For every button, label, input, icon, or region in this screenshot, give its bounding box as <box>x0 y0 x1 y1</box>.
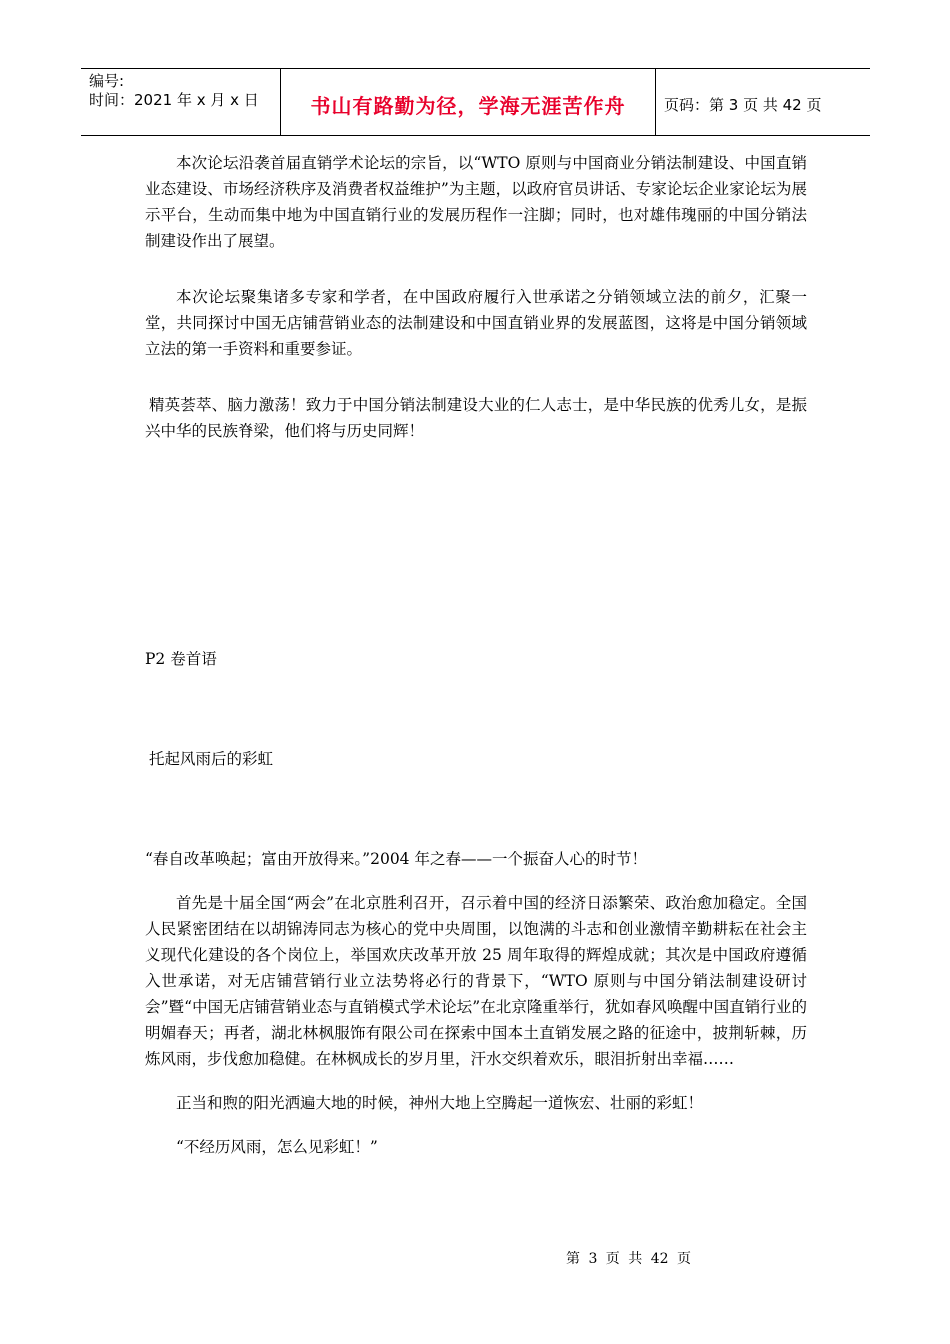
paragraph-rainbow: 正当和煦的阳光洒遍大地的时候，神州大地上空腾起一道恢宏、壮丽的彩虹！ <box>176 1094 704 1112</box>
section-label: P2 卷首语 <box>145 650 217 668</box>
header-motto: 书山有路勤为径，学海无涯苦作舟 <box>310 93 626 118</box>
page-header <box>81 68 870 136</box>
paragraph-forum-theme: 本次论坛沿袭首届直销学术论坛的宗旨，以“WTO 原则与中国商业分销法制建设、中国直销业态建设、市场经济秩序及消费者权益维护”为主题，以政府官员讲话、专家论坛企业家论坛为展示平台，生动而集中地为中国直销行业的发展历程作一注脚；同时，也对雄伟瑰丽的中国分销法制建设作出了展望。 <box>145 154 807 250</box>
header-page-info: 页码：第 3 页 共 42 页 <box>664 95 822 114</box>
header-page-cell <box>656 69 870 135</box>
paragraph-spring-opening: “春自改革唤起；富由开放得来。”2004 年之春——一个振奋人心的时节！ <box>145 850 647 868</box>
paragraph-main-narrative: 首先是十届全国“两会”在北京胜利召开，召示着中国的经济日添繁荣、政治愈加稳定。全国人民紧密团结在以胡锦涛同志为核心的党中央周围，以饱满的斗志和创业激情辛勤耕耘在社会主义现代化建设的各个岗位上，举国欢庆改革开放 25 周年取得的辉煌成就；其次是中国政府遵循入世承诺，对无店铺营销行业立法势将必行的背景下，“WTO 原则与中国分销法制建设研讨会”暨“中国无店铺营销业态与直销模式学术论坛”在北京隆重举行，犹如春风唤醒中国直销行业的明媚春天；再者，湖北林枫服饰有限公司在探索中国本土直销发展之路的征途中，披荆斩棘，历炼风雨，步伐愈加稳健。在林枫成长的岁月里，汗水交织着欢乐，眼泪折射出幸福…… <box>145 894 807 1068</box>
article-title: 托起风雨后的彩虹 <box>149 750 274 768</box>
page-footer: 第 3 页 共 42 页 <box>566 1251 691 1267</box>
document-number-label: 编号: <box>89 72 125 90</box>
header-meta-cell <box>81 69 281 135</box>
page-body <box>145 150 807 1160</box>
header-motto-cell <box>281 69 656 135</box>
paragraph-rainbow-quote: “不经历风雨，怎么见彩虹！” <box>176 1138 378 1156</box>
document-date: 时间：2021 年 x 月 x 日 <box>89 91 259 109</box>
paragraph-forum-experts: 本次论坛聚集诸多专家和学者，在中国政府履行入世承诺之分销领域立法的前夕，汇聚一堂，共同探讨中国无店铺营销业态的法制建设和中国直销业界的发展蓝图，这将是中国分销领域立法的第一手资料和重要参证。 <box>145 288 807 358</box>
paragraph-elite-tribute: 精英荟萃、脑力激荡！致力于中国分销法制建设大业的仁人志士，是中华民族的优秀儿女，是振兴中华的民族脊梁，他们将与历史同辉！ <box>145 396 807 440</box>
